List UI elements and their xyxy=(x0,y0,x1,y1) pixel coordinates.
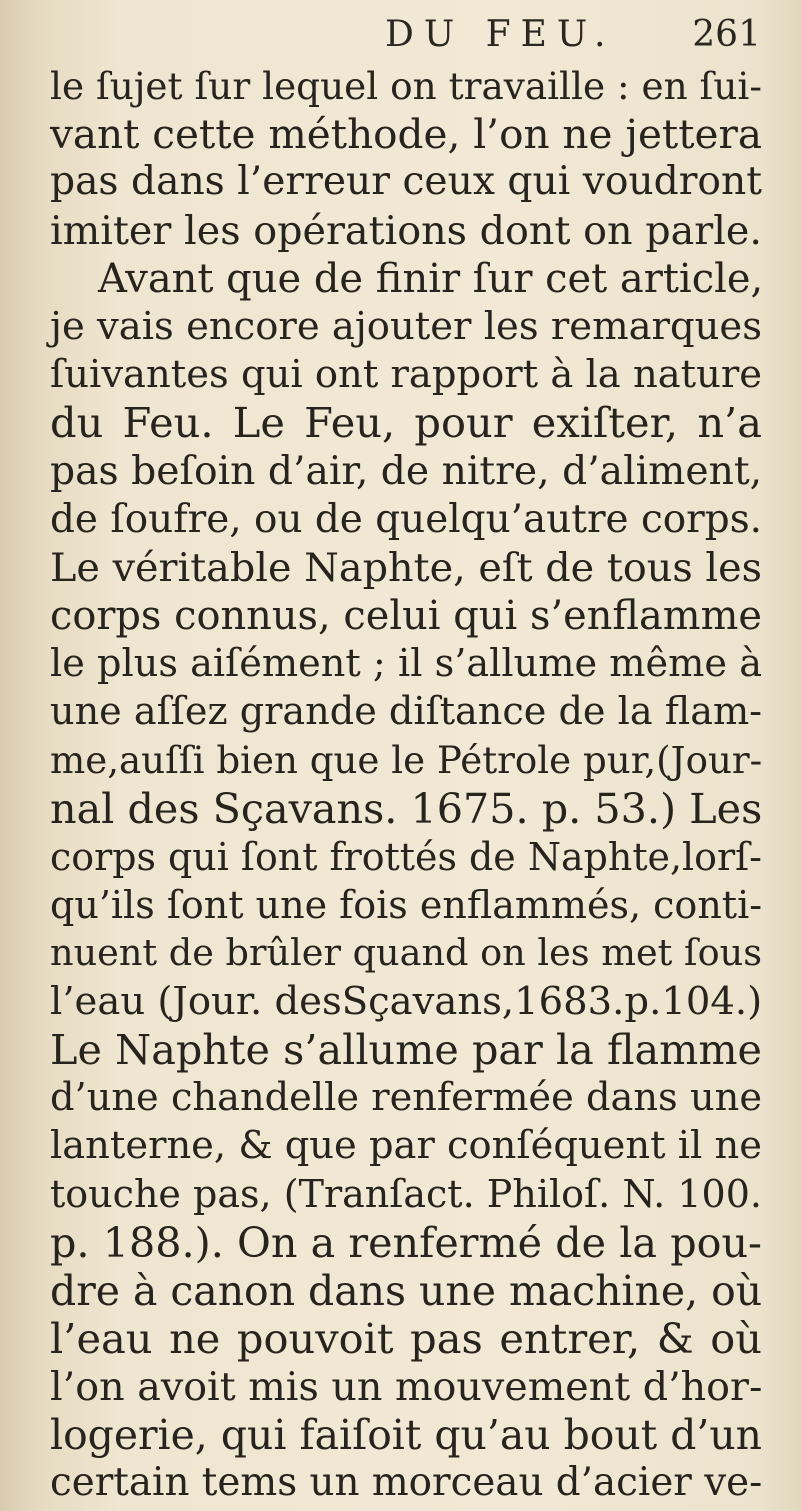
text-line: corps qui ſont frottés de Naphte,lorſ- xyxy=(50,835,762,879)
text-line: imiter les opérations dont on parle. xyxy=(50,207,762,254)
text-line: pas beſoin d’air, de nitre, d’aliment, xyxy=(50,448,763,494)
page-number: 261 xyxy=(692,14,761,55)
text-line: me,auſſi bien que le Pétrole pur,(Jour- xyxy=(50,738,763,782)
text-line: qu’ils ſont une fois enflammés, conti- xyxy=(50,883,763,928)
text-line: p. 188.). On a renfermé de la pou- xyxy=(50,1218,762,1267)
text-line: pas dans l’erreur ceux qui voudront xyxy=(50,159,762,205)
text-line: l’eau ne pouvoit pas entrer, & où xyxy=(50,1313,762,1363)
text-line: Le Naphte s’allume par la flamme xyxy=(50,1025,762,1074)
text-line: l’eau (Jour. desSçavans,1683.p.104.) xyxy=(50,978,763,1024)
text-line: corps connus, celui qui s’enflamme xyxy=(50,593,762,640)
text-line: une aſſez grande diſtance de la flam- xyxy=(50,690,763,735)
running-title: DU FEU. xyxy=(385,14,616,55)
text-line: Le véritable Naphte, eſt de tous les xyxy=(50,544,762,591)
text-line: d’une chandelle renfermée dans une xyxy=(50,1074,762,1120)
text-line: du Feu. Le Feu, pour exiſter, n’a xyxy=(50,398,762,448)
text-line: certain tems un morceau d’acier ve- xyxy=(50,1460,763,1506)
text-line: ſuivantes qui ont rapport à la nature xyxy=(50,352,763,398)
text-line: vant cette méthode, l’on ne jettera xyxy=(50,110,762,159)
text-line: lanterne, & que par conſéquent il ne xyxy=(50,1123,762,1169)
text-line: dre à canon dans une machine, où xyxy=(50,1266,763,1315)
text-line: de ſoufre, ou de quelqu’autre corps. xyxy=(50,496,763,542)
text-line: Avant que de finir ſur cet article, xyxy=(98,255,764,302)
text-line: l’on avoit mis un mouvement d’hor- xyxy=(50,1364,763,1411)
text-line: je vais encore ajouter les remarques xyxy=(50,303,762,349)
text-line: le ſujet ſur lequel on travaille : en ſui- xyxy=(50,64,762,108)
body-text xyxy=(50,62,762,1508)
page-header xyxy=(0,14,801,64)
text-line: le plus aiſément ; il s’allume même à xyxy=(50,642,762,687)
text-line: touche pas, (Tranſact. Philoſ. N. 100. xyxy=(50,1172,762,1217)
text-line: logerie, qui faiſoit qu’au bout d’un xyxy=(50,1411,762,1460)
text-line: nuent de brûler quand on les met ſous xyxy=(50,931,762,975)
text-line: nal des Sçavans. 1675. p. 53.) Les xyxy=(50,784,763,833)
